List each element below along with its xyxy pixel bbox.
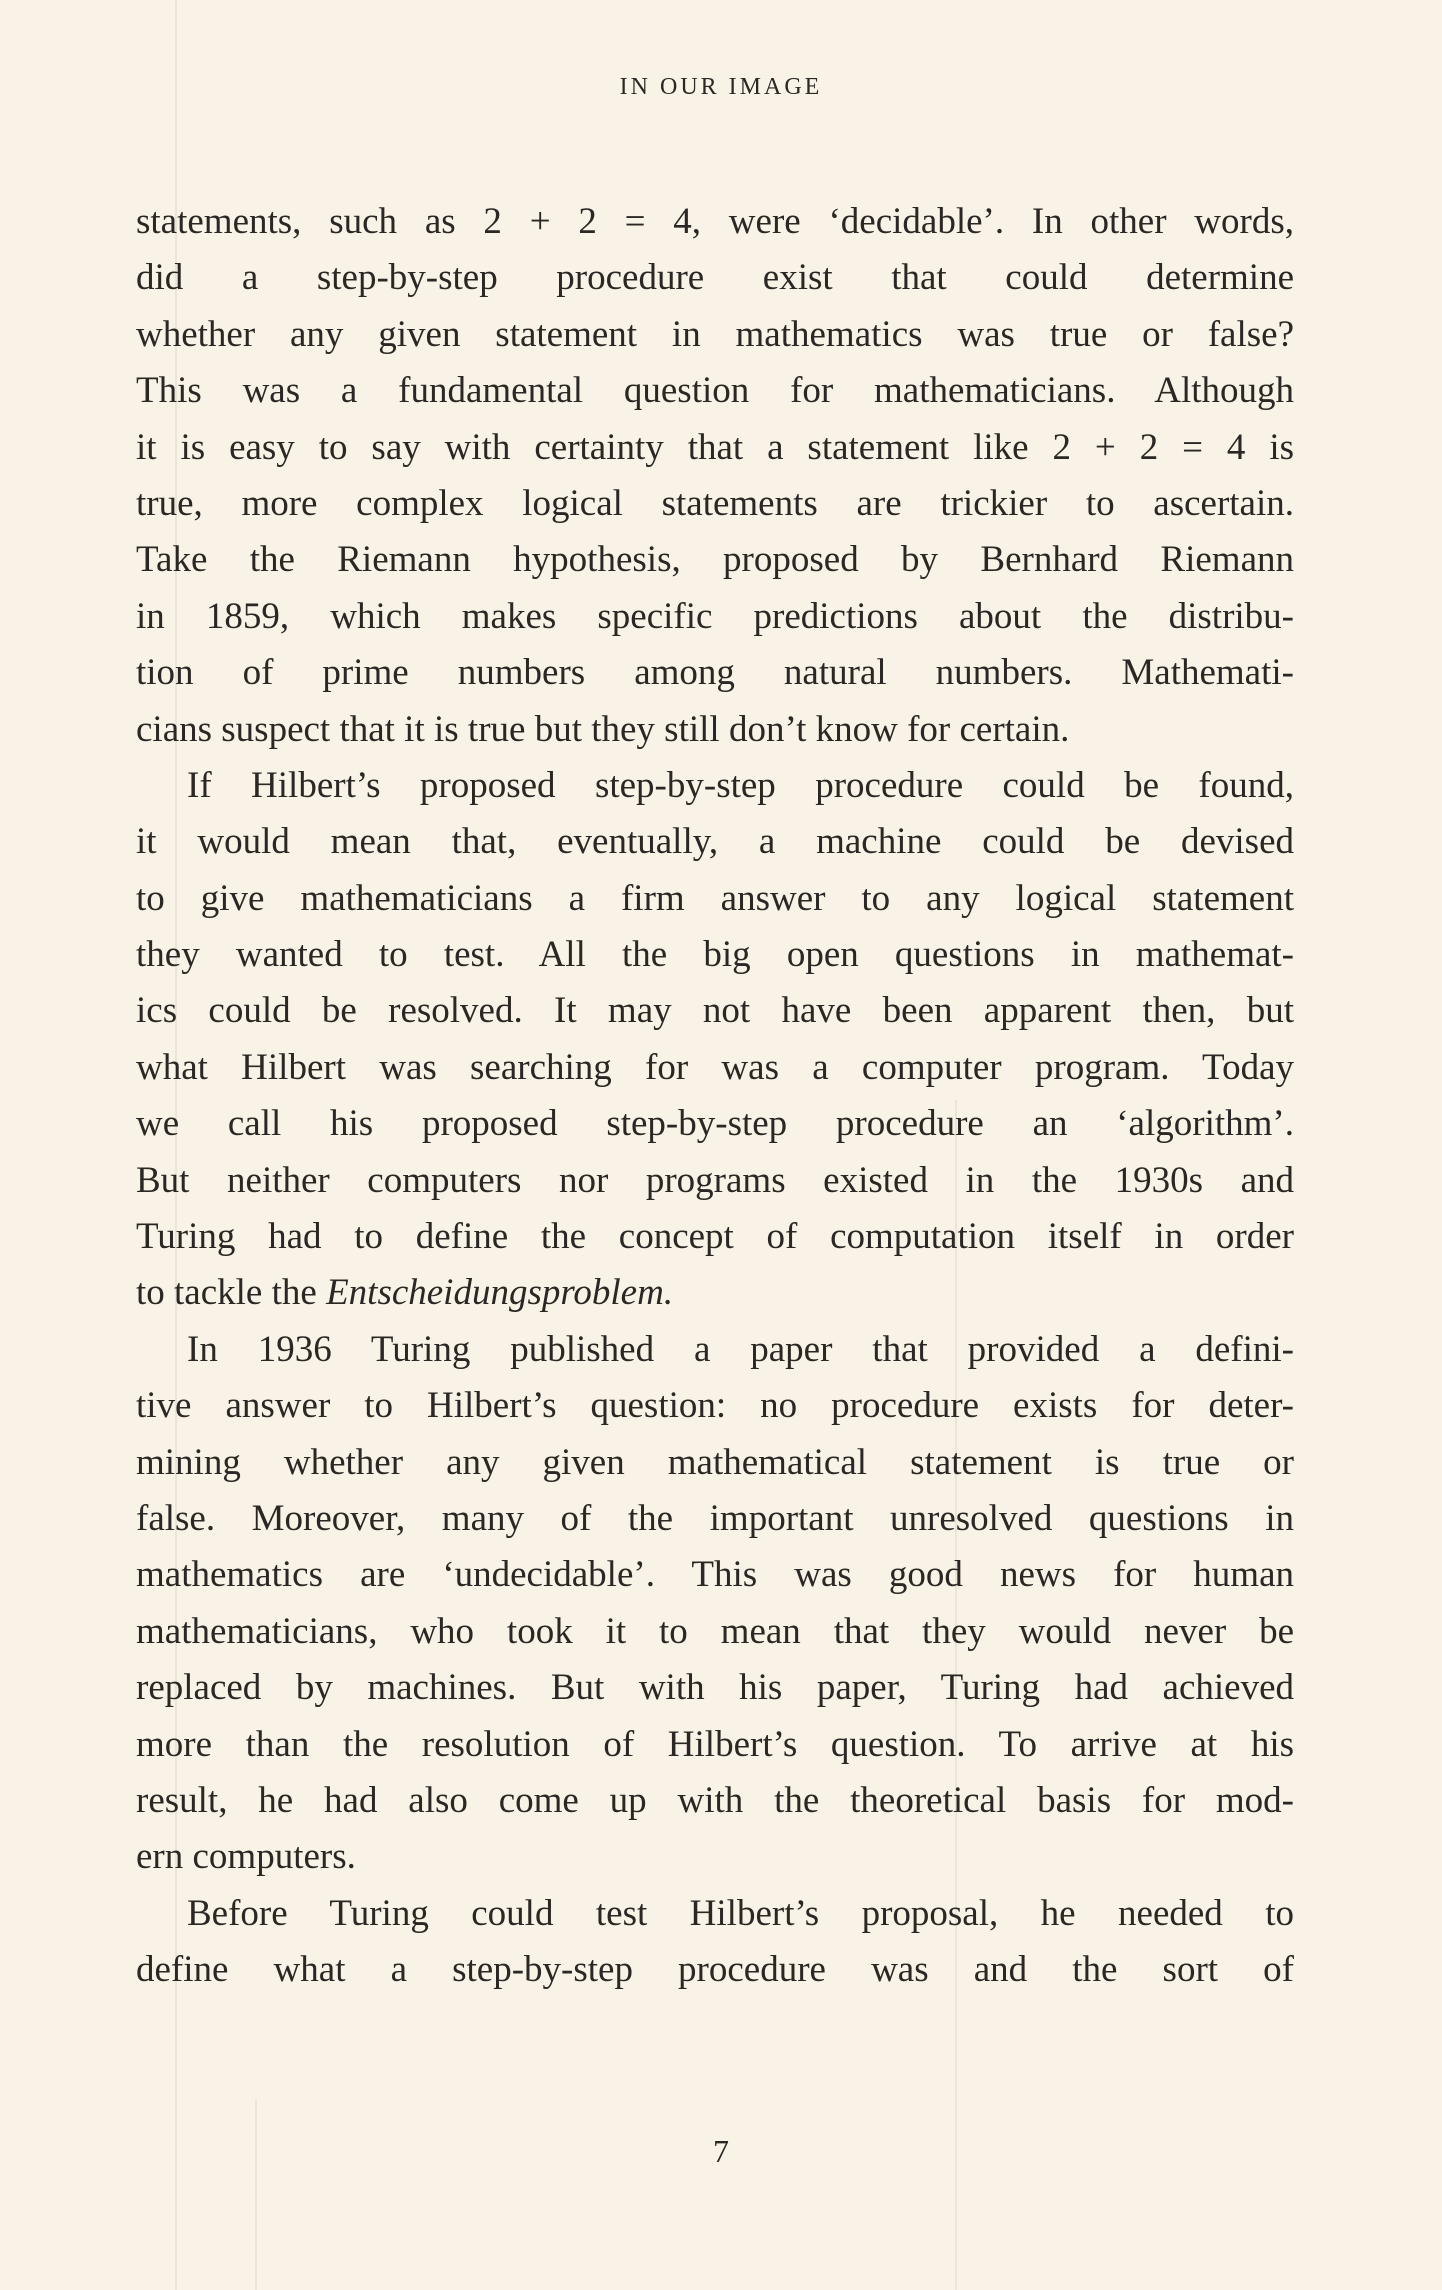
text-segment: If Hilbert’s proposed step-by-step procedure could be found, (187, 764, 1294, 806)
text-line (136, 814, 1294, 870)
text-line (136, 1378, 1294, 1434)
text-line (136, 645, 1294, 701)
text-line (136, 983, 1294, 1039)
text-line (136, 363, 1294, 419)
text-segment: we call his proposed step-by-step procedure an ‘algorithm’. (136, 1103, 1294, 1145)
text-line (136, 1322, 1294, 1378)
text-line (136, 194, 1294, 250)
text-segment: it is easy to say with certainty that a statement like 2 + 2 = 4 is (136, 426, 1294, 468)
text-segment: Turing had to define the concept of computation itself in order (136, 1216, 1294, 1258)
text-line (136, 250, 1294, 306)
text-line (136, 1604, 1294, 1660)
text-line (136, 1435, 1294, 1491)
paragraph (136, 758, 1294, 1322)
paragraph (136, 1886, 1294, 1999)
text-line (136, 871, 1294, 927)
page-crease (255, 2100, 257, 2290)
text-line (136, 758, 1294, 814)
text-segment: statements, such as 2 + 2 = 4, were ‘decidable’. In other words, (136, 201, 1294, 242)
text-segment: did a step-by-step procedure exist that could determine (136, 257, 1294, 299)
text-segment: mining whether any given mathematical statement is true or (136, 1441, 1294, 1483)
text-line (136, 702, 1294, 758)
text-line (136, 1660, 1294, 1716)
text-segment: tion of prime numbers among natural numbers. Mathemati- (136, 652, 1294, 694)
text-line (136, 1773, 1294, 1829)
text-line (136, 476, 1294, 532)
text-segment: to give mathematicians a firm answer to any logical statement (136, 877, 1294, 919)
text-segment: But neither computers nor programs existed in the 1930s and (136, 1159, 1294, 1201)
italic-term: Entscheidungsproblem. (326, 1272, 674, 1314)
text-segment: in 1859, which makes specific predictions about the distribu- (136, 595, 1294, 637)
text-line (136, 927, 1294, 983)
text-segment: it would mean that, eventually, a machine could be devised (136, 821, 1294, 863)
text-segment: mathematics are ‘undecidable’. This was good news for human (136, 1554, 1294, 1596)
text-line (136, 532, 1294, 588)
text-segment: mathematicians, who took it to mean that they would never be (136, 1610, 1294, 1652)
text-segment: define what a step-by-step procedure was and the sort of (136, 1949, 1294, 1991)
paragraph (136, 194, 1294, 758)
text-segment: whether any given statement in mathematics was true or false? (136, 313, 1294, 355)
text-segment: Take the Riemann hypothesis, proposed by Bernhard Riemann (136, 539, 1294, 581)
text-segment: more than the resolution of Hilbert’s question. To arrive at his (136, 1723, 1294, 1765)
text-segment: This was a fundamental question for mathematicians. Although (136, 370, 1294, 412)
text-segment: replaced by machines. But with his paper, Turing had achieved (136, 1667, 1294, 1709)
text-segment: result, he had also come up with the theoretical basis for mod- (136, 1779, 1294, 1821)
text-segment: what Hilbert was searching for was a computer program. Today (136, 1046, 1294, 1088)
text-line (136, 1886, 1294, 1942)
text-line (136, 1096, 1294, 1152)
text-line (136, 1209, 1294, 1265)
text-line (136, 1491, 1294, 1547)
text-line (136, 1829, 1294, 1885)
paragraph (136, 1322, 1294, 1886)
text-line (136, 1547, 1294, 1603)
text-segment: ern computers. (136, 1836, 356, 1878)
text-segment: ics could be resolved. It may not have been apparent then, but (136, 990, 1294, 1032)
text-segment: false. Moreover, many of the important unresolved questions in (136, 1497, 1294, 1539)
body-text (136, 194, 1294, 1999)
text-line (136, 1942, 1294, 1998)
text-segment: they wanted to test. All the big open questions in mathemat- (136, 934, 1294, 976)
text-line (136, 1153, 1294, 1209)
text-segment: Before Turing could test Hilbert’s proposal, he needed to (187, 1892, 1294, 1934)
text-line (136, 420, 1294, 476)
text-segment: tive answer to Hilbert’s question: no procedure exists for deter- (136, 1385, 1294, 1427)
running-head: IN OUR IMAGE (619, 74, 823, 100)
text-line (136, 589, 1294, 645)
text-segment: true, more complex logical statements are trickier to ascertain. (136, 482, 1294, 524)
text-line (136, 1040, 1294, 1096)
text-line (136, 1717, 1294, 1773)
text-segment: cians suspect that it is true but they still don’t know for certain. (136, 708, 1070, 750)
text-line (136, 307, 1294, 363)
text-line (136, 1265, 1294, 1321)
text-segment: In 1936 Turing published a paper that provided a defini- (187, 1328, 1294, 1370)
text-segment: to tackle the (136, 1272, 327, 1314)
page-number: 7 (713, 2133, 729, 2169)
